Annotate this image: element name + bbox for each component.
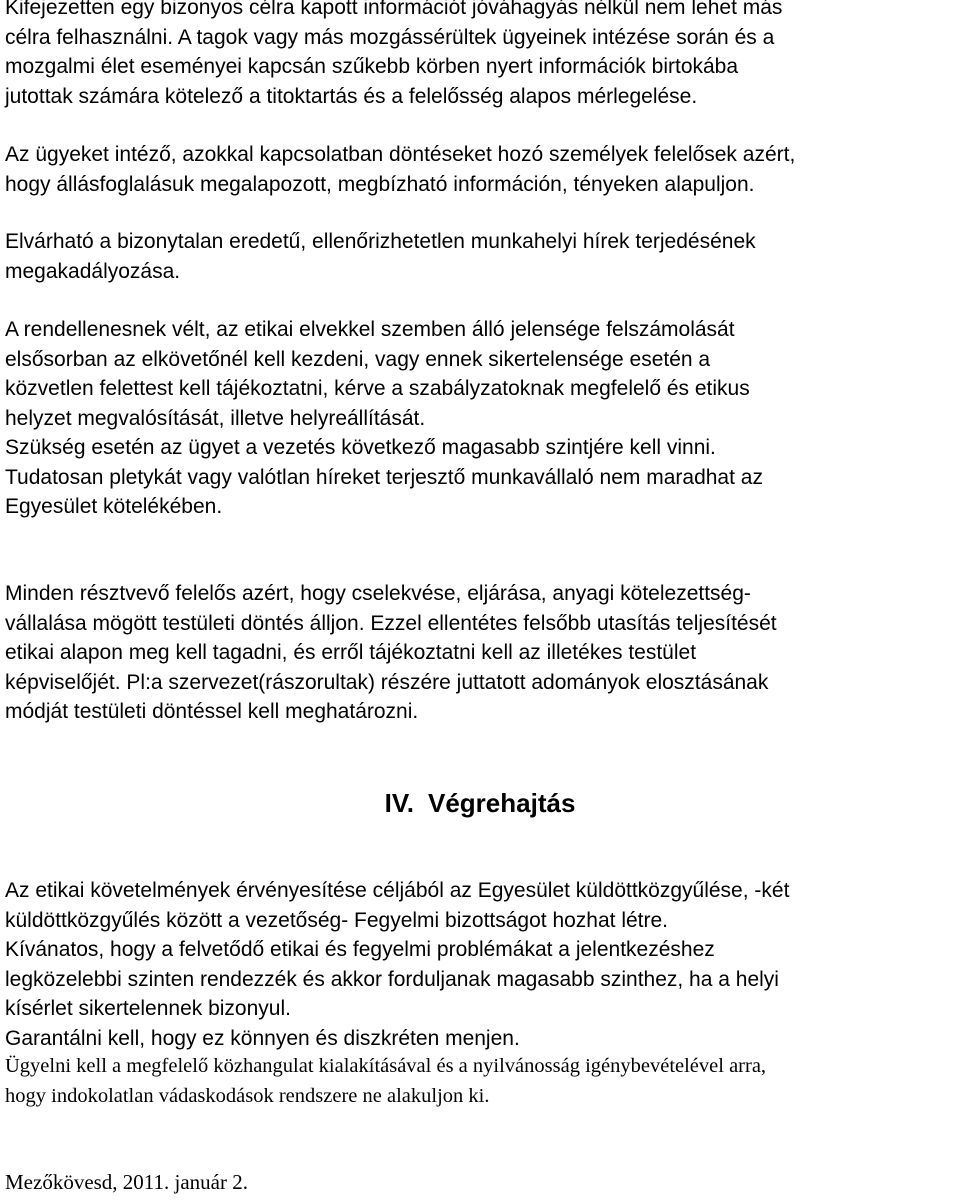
text-line: Kifejezetten egy bizonyos célra kapott információt jóváhagyás nélkül nem lehet más: [5, 0, 783, 19]
text-line: megakadályozása.: [5, 259, 181, 283]
paragraph-public-atmosphere: [5, 1052, 955, 1111]
text-line: elsősorban az elkövetőnél kell kezdeni, vagy ennek sikertelensége esetén a: [5, 347, 711, 371]
section-heading: [0, 785, 960, 821]
text-line: vállalása mögött testületi döntés álljon. Ezzel ellentétes felsőbb utasítás teljesítését: [5, 611, 777, 635]
text-line: legközelebbi szinten rendezzék és akkor forduljanak magasabb szinthez, ha a helyi: [5, 967, 779, 991]
text-line: kísérlet sikertelennek bizonyul.: [5, 997, 291, 1020]
text-line: Az ügyeket intéző, azokkal kapcsolatban döntéseket hozó személyek felelősek azért,: [5, 143, 796, 166]
text-line: Egyesület kötelékében.: [5, 495, 223, 518]
text-line: etikai alapon meg kell tagadni, és erről tájékoztatni kell az illetékes testület: [5, 641, 697, 664]
text-line: Kívánatos, hogy a felvetődő etikai és fegyelmi problémákat a jelentkezéshez: [5, 938, 715, 961]
text-line: Az etikai követelmények érvényesítése céljából az Egyesület küldöttközgyűlése, -két: [5, 879, 790, 902]
section-number: IV.: [384, 788, 414, 818]
text-line: képviselőjét. Pl:a szervezet(rászorultak) részére juttatott adományok elosztásának: [5, 670, 769, 694]
paragraph-enforcement: [5, 876, 955, 1053]
text-line: közvetlen felettest kell tájékoztatni, kérve a szabályzatoknak megfelelő és etikus: [5, 377, 750, 400]
text-line: A rendellenesnek vélt, az etikai elvekkel szemben álló jelensége felszámolását: [5, 318, 735, 341]
text-line: Minden résztvevő felelős azért, hogy cselekvése, eljárása, anyagi kötelezettség-: [5, 582, 751, 605]
text-line: Szükség esetén az ügyet a vezetés következő magasabb szintjére kell vinni.: [5, 436, 716, 459]
text-line: Tudatosan pletykát vagy valótlan híreket terjesztő munkavállaló nem maradhat az: [5, 465, 763, 489]
text-line: Ügyelni kell a megfelelő közhangulat kialakításával és a nyilvánosság igénybevételével arra,: [5, 1055, 767, 1077]
paragraph-decision-makers: [5, 140, 955, 199]
text-line: Garantálni kell, hogy ez könnyen és diszkréten menjen.: [5, 1026, 520, 1050]
paragraph-confidentiality: [5, 0, 955, 111]
paragraph-irregularities: [5, 315, 955, 522]
text-line: Elvárható a bizonytalan eredetű, ellenőrizhetetlen munkahelyi hírek terjedésének: [5, 230, 756, 253]
text-line: mozgalmi élet eseményei kapcsán szűkebb körben nyert információk birtokába: [5, 55, 739, 78]
text-line: célra felhasználni. A tagok vagy más mozgássérültek ügyeinek intézése során és a: [5, 25, 775, 49]
paragraph-responsibility: [5, 579, 955, 727]
paragraph-rumors: [5, 227, 955, 286]
text-line: hogy indokolatlan vádaskodások rendszere ne alakuljon ki.: [5, 1084, 490, 1107]
text-line: jutottak számára kötelező a titoktartás és a felelősség alapos mérlegelése.: [5, 84, 698, 108]
text-line: hogy állásfoglalásuk megalapozott, megbízható információn, tényeken alapuljon.: [5, 172, 755, 196]
text-line: küldöttközgyűlés között a vezetőség- Fegyelmi bizottságot hozhat létre.: [5, 908, 669, 932]
text-line: helyzet megvalósítását, illetve helyreállítását.: [5, 406, 426, 430]
place-date-signature: Mezőkövesd, 2011. január 2.: [5, 1170, 248, 1194]
section-title: Végrehajtás: [428, 788, 576, 818]
text-line: módját testületi döntéssel kell meghatározni.: [5, 700, 419, 723]
